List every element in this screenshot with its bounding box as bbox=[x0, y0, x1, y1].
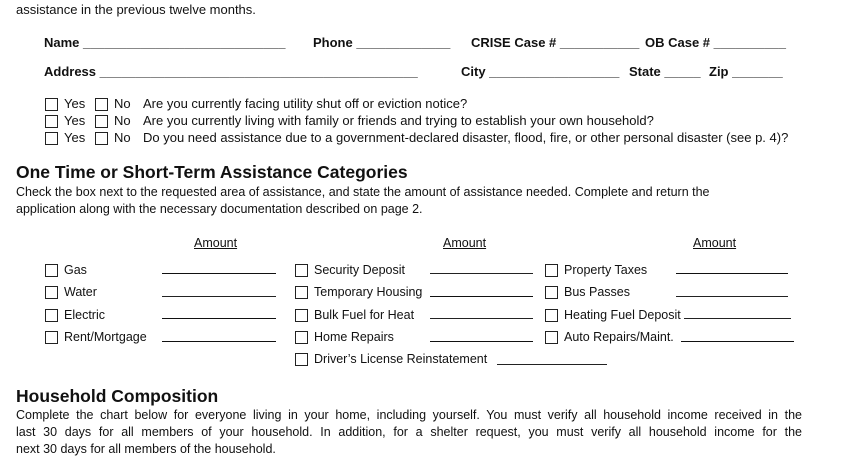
no-label: No bbox=[114, 96, 131, 111]
category-label: Home Repairs bbox=[314, 330, 394, 344]
category-checkbox[interactable] bbox=[295, 264, 308, 277]
category-label: Bus Passes bbox=[564, 285, 631, 299]
category-checkbox[interactable] bbox=[545, 286, 558, 299]
category-label: Rent/Mortgage bbox=[64, 330, 147, 344]
amount-line[interactable] bbox=[430, 296, 533, 297]
category-checkbox[interactable] bbox=[545, 264, 558, 277]
section-description: Check the box next to the requested area of assistance, and state the amount of assistance needed. Complete and return the bbox=[16, 185, 710, 199]
section-description: application along with the necessary documentation described on page 2. bbox=[16, 202, 423, 216]
no-checkbox[interactable] bbox=[95, 115, 108, 128]
category-label: Temporary Housing bbox=[314, 285, 423, 299]
address-field[interactable]: Address ____________________________________________ bbox=[44, 64, 418, 79]
household-description: last 30 days for all members of your household. In addition, for a shelter request, you must verify all household income for the bbox=[16, 425, 802, 439]
household-description: next 30 days for all members of the household. bbox=[16, 442, 276, 456]
question-text: Are you currently facing utility shut off or eviction notice? bbox=[143, 96, 468, 111]
question-text: Do you need assistance due to a government-declared disaster, flood, fire, or other personal disaster (see p. 4)? bbox=[143, 130, 789, 145]
amount-line[interactable] bbox=[676, 273, 788, 274]
amount-line[interactable] bbox=[162, 318, 276, 319]
yes-checkbox[interactable] bbox=[45, 98, 58, 111]
amount-line[interactable] bbox=[430, 341, 533, 342]
category-checkbox[interactable] bbox=[295, 331, 308, 344]
phone-field[interactable]: Phone _____________ bbox=[313, 35, 451, 50]
amount-line[interactable] bbox=[430, 273, 533, 274]
amount-line[interactable] bbox=[676, 296, 788, 297]
intro-text: assistance in the previous twelve months. bbox=[16, 2, 256, 17]
no-label: No bbox=[114, 113, 131, 128]
amount-line[interactable] bbox=[162, 296, 276, 297]
category-checkbox[interactable] bbox=[45, 309, 58, 322]
section-title-household: Household Composition bbox=[16, 386, 219, 406]
amount-header: Amount bbox=[693, 236, 737, 250]
category-checkbox[interactable] bbox=[45, 331, 58, 344]
category-label: Security Deposit bbox=[314, 263, 406, 277]
household-description: Complete the chart below for everyone living in your home, including yourself. You must verify all household income received in the bbox=[16, 408, 802, 422]
yes-label: Yes bbox=[64, 113, 86, 128]
category-checkbox[interactable] bbox=[45, 286, 58, 299]
city-field[interactable]: City __________________ bbox=[461, 64, 620, 79]
yes-checkbox[interactable] bbox=[45, 115, 58, 128]
category-label: Driver’s License Reinstatement bbox=[314, 352, 488, 366]
section-title-assistance: One Time or Short-Term Assistance Categories bbox=[16, 162, 408, 182]
no-checkbox[interactable] bbox=[95, 98, 108, 111]
name-field[interactable]: Name ____________________________ bbox=[44, 35, 286, 50]
amount-header: Amount bbox=[443, 236, 487, 250]
category-checkbox[interactable] bbox=[545, 331, 558, 344]
no-label: No bbox=[114, 130, 131, 145]
question-text: Are you currently living with family or friends and trying to establish your own household? bbox=[143, 113, 654, 128]
ob-case-field[interactable]: OB Case # __________ bbox=[645, 35, 786, 50]
category-label: Gas bbox=[64, 263, 87, 277]
category-checkbox[interactable] bbox=[295, 286, 308, 299]
crise-case-field[interactable]: CRISE Case # ___________ bbox=[471, 35, 640, 50]
category-checkbox[interactable] bbox=[545, 309, 558, 322]
amount-line[interactable] bbox=[684, 318, 791, 319]
category-label: Water bbox=[64, 285, 97, 299]
category-label: Auto Repairs/Maint. bbox=[564, 330, 674, 344]
category-label: Heating Fuel Deposit bbox=[564, 308, 681, 322]
yes-checkbox[interactable] bbox=[45, 132, 58, 145]
category-label: Bulk Fuel for Heat bbox=[314, 308, 415, 322]
amount-line[interactable] bbox=[497, 364, 607, 365]
category-checkbox[interactable] bbox=[295, 353, 308, 366]
zip-field[interactable]: Zip _______ bbox=[709, 64, 783, 79]
amount-header: Amount bbox=[194, 236, 238, 250]
amount-line[interactable] bbox=[681, 341, 794, 342]
category-label: Property Taxes bbox=[564, 263, 648, 277]
amount-line[interactable] bbox=[162, 341, 276, 342]
yes-label: Yes bbox=[64, 130, 86, 145]
category-label: Electric bbox=[64, 308, 105, 322]
amount-line[interactable] bbox=[162, 273, 276, 274]
amount-line[interactable] bbox=[430, 318, 533, 319]
no-checkbox[interactable] bbox=[95, 132, 108, 145]
category-checkbox[interactable] bbox=[45, 264, 58, 277]
category-checkbox[interactable] bbox=[295, 309, 308, 322]
yes-label: Yes bbox=[64, 96, 86, 111]
state-field[interactable]: State _____ bbox=[629, 64, 701, 79]
